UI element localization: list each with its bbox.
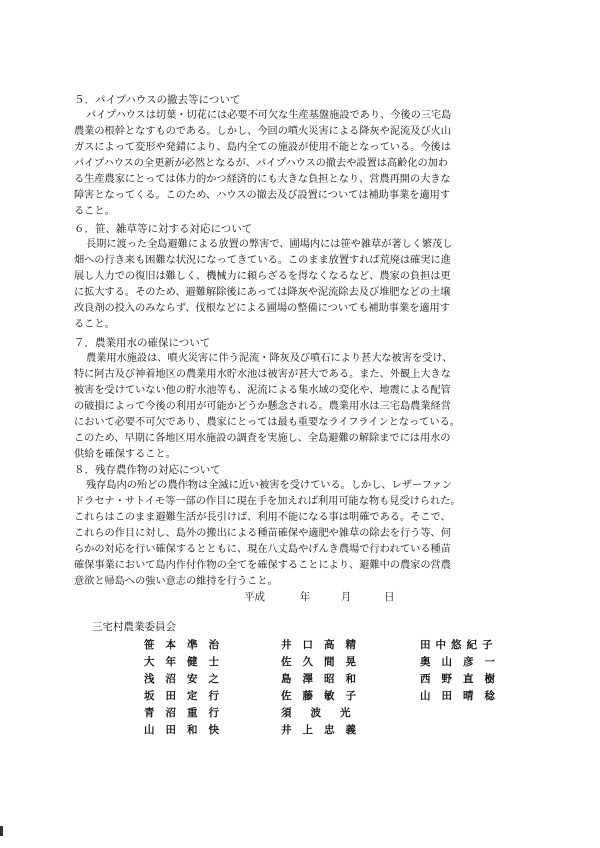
section-body: [74, 237, 552, 333]
committee-member: 浅沼安之: [144, 673, 230, 685]
body-line: 畑への行き来も困難な状況になってきている。このまま放置すれば荒廃は確実に進: [74, 255, 451, 266]
body-line: 障害となってくる。このため、ハウスの撤去及び設置については補助事業を適用す: [74, 190, 451, 201]
committee-member: 山田和快: [144, 724, 230, 736]
section-6: [74, 221, 552, 333]
body-line: 意欲と帰島への強い意志の維持を行うこと。: [74, 576, 278, 587]
body-line: 特に阿古及び神着地区の農業用水貯水池は被害が甚大である。また、外観上大きな: [74, 369, 451, 380]
body-line: の破損によって今後の利用が可能かどうか懸念される。農業用水は三宅島農業経営: [74, 401, 451, 412]
committee-member: 島澤昭和: [281, 673, 367, 685]
date-month-label: 月: [340, 591, 352, 603]
body-line: ること。: [74, 206, 115, 217]
section-title: ８．残存農作物の対応について: [74, 464, 221, 476]
committee-member: 笹本凖治: [144, 639, 230, 651]
committee-title: 三宅村農業委員会: [92, 621, 176, 633]
section-5: [74, 92, 552, 220]
section-title: ７．農業用水の確保について: [74, 337, 211, 349]
committee-member: 山田晴稔: [420, 690, 506, 702]
section-body: [74, 478, 552, 590]
date-era: 平成: [244, 591, 265, 603]
committee-member: 大年健士: [144, 656, 230, 668]
date-year-label: 年: [299, 591, 311, 603]
committee-member: 青沼重行: [144, 707, 230, 719]
body-line: る生産農家にとっては体力的かつ経済的にも大きな負担となり、営農再開の大きな: [74, 174, 451, 185]
body-line: 被害を受けていない他の貯水池等も、泥流による集水域の変化や、地震による配管: [74, 385, 451, 396]
body-line: このため、早期に各地区用水施設の調査を実施し、全島避難の解除までには用水の: [74, 433, 451, 444]
committee-member: 坂田定行: [144, 690, 230, 702]
committee-member: 西野直樹: [420, 673, 506, 685]
body-line: 残存島内の殆どの農作物は全滅に近い被害を受けている。しかし、レザーファン: [86, 480, 453, 491]
body-line: 確保事業において島内作付作物の全てを確保することにより、避難中の農家の営農: [74, 560, 451, 571]
body-line: において必要不可欠であり、農家にとっては最も重要なライフラインとなっている。: [74, 417, 460, 428]
section-title: ５．パイプハウスの撤去等について: [74, 94, 241, 106]
body-line: 農業用水施設は、噴火災害に伴う泥流・降灰及び噴石により甚大な被害を受け、: [86, 353, 453, 364]
body-line: に拡大する。そのため、避難解除後にあっては降灰や泥流除去及び堆肥などの土壌: [74, 287, 451, 298]
committee-member: 田中悠紀子: [420, 639, 498, 651]
committee-member: 須波光: [281, 707, 370, 719]
committee-member: 佐藤敏子: [281, 690, 367, 702]
body-line: ガスによって変形や発錆により、島内全ての施設が使用不能となっている。今後は: [74, 142, 451, 153]
body-line: らかの対応を行い確保するとともに、現在八丈島やげんき農場で行われている種苗: [74, 544, 451, 555]
body-line: 農業の根幹となすものである。しかし、今回の噴火災害による降灰や泥流及び火山: [74, 126, 451, 137]
committee-member: 佐久間晃: [281, 656, 367, 668]
section-8: [74, 462, 552, 590]
section-body: [74, 351, 552, 463]
body-line: ること。: [74, 319, 115, 330]
body-line: パイプハウスは切葉・切花には必要不可欠な生産基盤施設であり、今後の三宅島: [86, 110, 452, 121]
section-title: ６．笹、雑草等に対する対応について: [74, 223, 253, 235]
section-body: [74, 108, 552, 220]
body-line: これらはこのまま避難生活が長引けば、利用不能になる事は明確である。そこで、: [74, 512, 451, 523]
date-line: [244, 589, 395, 604]
body-line: これらの作目に対し、島外の搬出による種苗確保や適肥や雑草の除去を行う等、何: [74, 528, 451, 539]
committee-member: 井口高精: [281, 639, 367, 651]
scan-artifact: [0, 826, 3, 836]
committee-member: 井上忠義: [281, 724, 367, 736]
section-7: [74, 335, 552, 463]
body-line: 長期に渡った全島避難による放置の弊害で、圃場内には笹や雑草が著しく繁茂し: [86, 239, 453, 250]
body-line: 供給を確保すること。: [74, 449, 176, 460]
body-line: ドラセナ・サトイモ等一部の作目に現在手を加えれば利用可能な物も見受けられた。: [74, 496, 461, 507]
date-day-label: 日: [384, 591, 395, 603]
body-line: 展し人力での復旧は難しく、機械力に頼らざるを得なくなるなど、農家の負担は更: [74, 271, 451, 282]
body-line: 改良剤の投入のみならず、伐根などによる圃場の整備についても補助事業を適用す: [74, 303, 450, 314]
committee-member: 奥山彦一: [420, 656, 506, 668]
body-line: パイプハウスの全更新が必然となるが、パイプハウスの撤去や設置は高齢化の加わ: [74, 158, 449, 169]
